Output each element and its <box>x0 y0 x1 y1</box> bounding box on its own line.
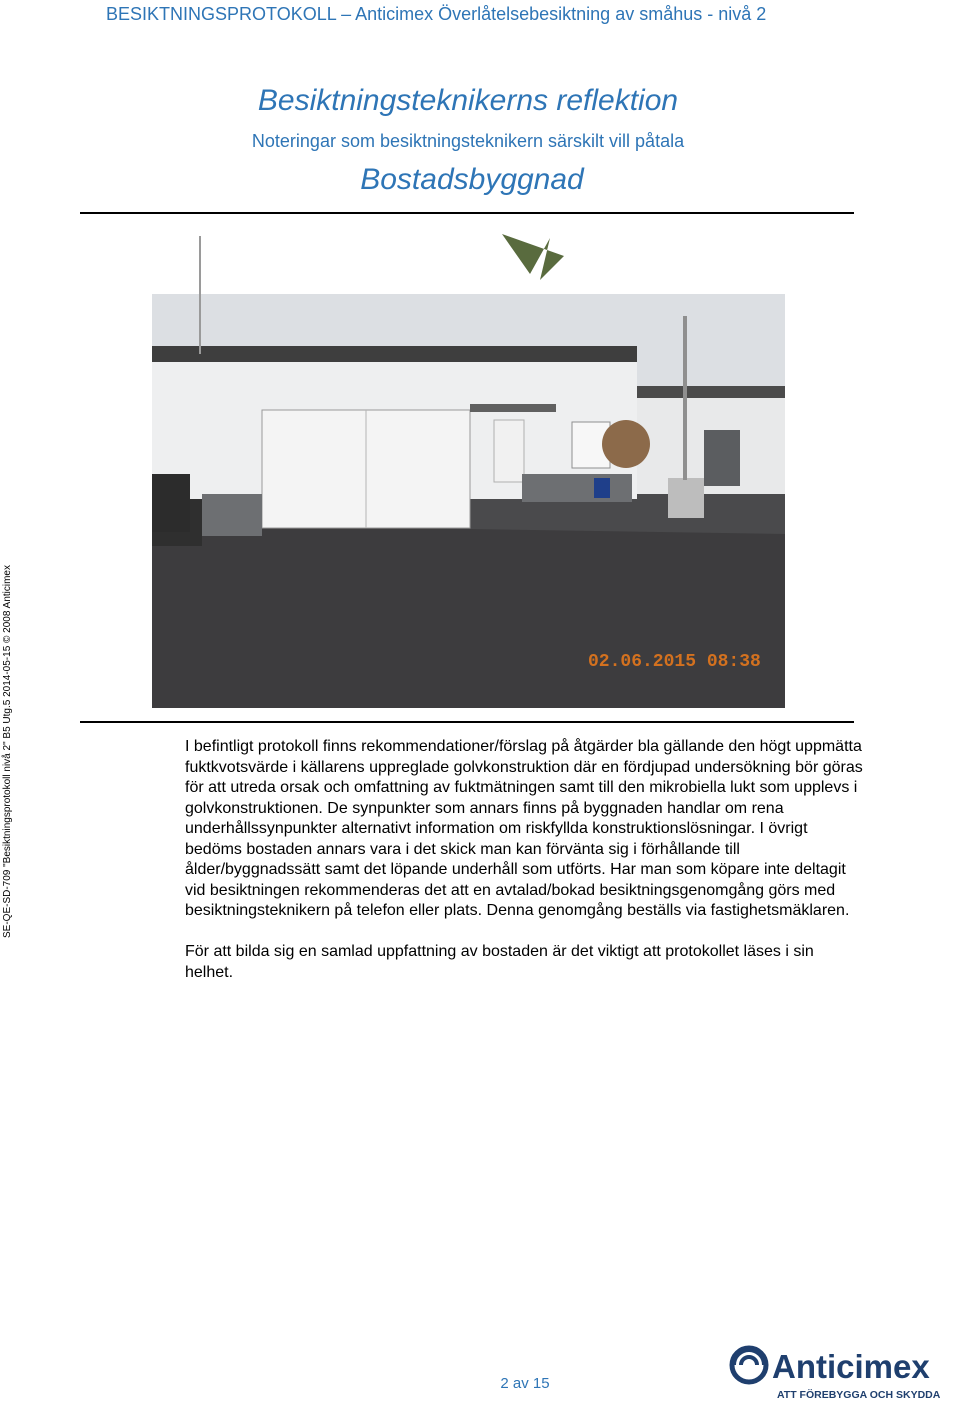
photo-timestamp: 02.06.2015 08:38 <box>588 652 761 672</box>
document-header: BESIKTNINGSPROTOKOLL – Anticimex Överlåtelsebesiktning av småhus - nivå 2 <box>106 4 767 24</box>
reflection-paragraph: I befintligt protokoll finns rekommendationer/förslag på åtgärder bla gällande den högt uppmätta fuktkvotsvärde i källarens uppreglade golvkonstruktion där en fördjupad undersökning bör göras för att utreda orsak och omfattning av fuktmätningen samt till den mikrobiella lukt som upplevs i golvkonstruktionen. De synpunkter som annars finns på byggnaden handlar om rena underhållssynpunkter alternativt information om riskfyllda konstruktionslösningar. I övrigt bedöms bostaden annars vara i det skick man kan förvänta sig i förhållande till ålder/byggnadssätt samt det löpande underhåll som utförts. Har man som köpare inte deltagit vid besiktningen rekommenderas det att en avtalad/bokad besiktningsgenomgång görs med besiktningsteknikern på telefon eller plats. Denna genomgång beställs via fastighetsmäklaren. <box>185 738 863 919</box>
heading-divider <box>80 212 854 214</box>
section-title: Besiktningsteknikerns reflektion <box>257 84 679 117</box>
page-number: 2 av 15 <box>500 1375 550 1392</box>
document-reference: SE-QE-SD-709 "Besiktningsprotokoll nivå 2" B5 Utg.5 2014-05-15 © 2008 Anticimex <box>2 565 13 938</box>
building-heading: Bostadsbyggnad <box>360 163 584 196</box>
photo-divider <box>80 721 854 723</box>
reflection-paragraph: För att bilda sig en samlad uppfattning av bostaden är det viktigt att protokollet läses i sin helhet. <box>185 943 814 981</box>
building-photo <box>152 234 785 708</box>
logo-wordmark: Anticimex <box>772 1348 930 1385</box>
reflection-text <box>185 737 865 1004</box>
logo-tagline: ATT FÖREBYGGA OCH SKYDDA <box>777 1389 941 1401</box>
anticimex-emblem-icon <box>732 1348 766 1382</box>
section-subtitle: Noteringar som besiktningsteknikern särskilt vill påtala <box>251 131 685 151</box>
anticimex-logo <box>728 1344 954 1402</box>
